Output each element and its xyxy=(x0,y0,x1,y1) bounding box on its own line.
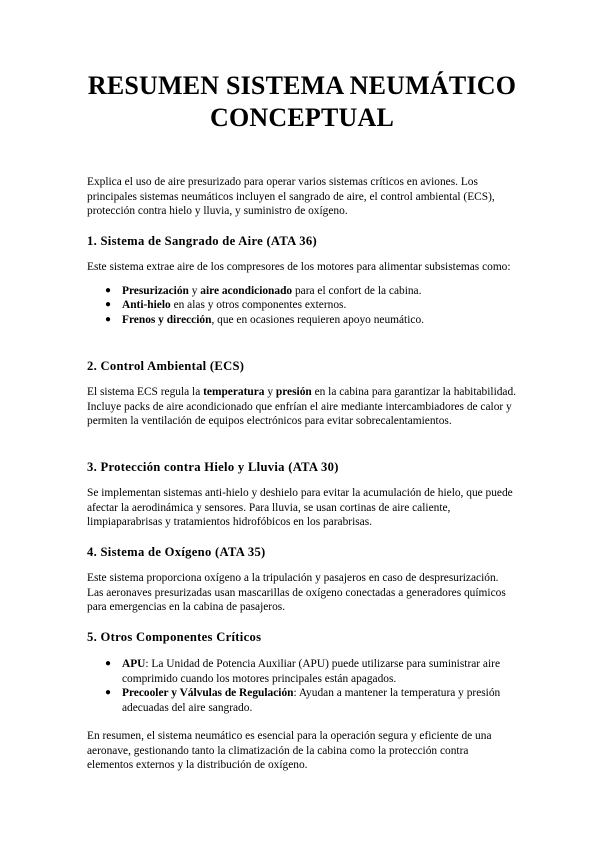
section-1-heading: 1. Sistema de Sangrado de Aire (ATA 36) xyxy=(87,234,317,248)
section-1-text: Este sistema extrae aire de los compresores de los motores para alimentar subsistemas como: xyxy=(87,261,511,273)
section-4-heading: 4. Sistema de Oxígeno (ATA 35) xyxy=(87,545,266,559)
section-4 xyxy=(87,545,517,615)
section-3-heading: 3. Protección contra Hielo y Lluvia (ATA 30) xyxy=(87,460,339,474)
bullet-icon: ● xyxy=(105,687,112,698)
section-3-text: Se implementan sistemas anti-hielo y deshielo para evitar la acumulación de hielo, que puede afectar la aerodinámica y sensores. Para lluvia, se usan cortinas de aire caliente, limpiaparabrisas y tratamientos hidrofóbicos en los parabrisas. xyxy=(87,487,513,528)
bullet-icon: ● xyxy=(105,313,112,325)
list-item: ● Presurización y aire acondicionado para el confort de la cabina. xyxy=(105,284,422,297)
intro-paragraph: Explica el uso de aire presurizado para operar varios sistemas críticos en aviones. Los principales sistemas neumáticos incluyen el sangrado de aire, el control ambiental (ECS), protección contra hielo y lluvia, y suministro de oxígeno. xyxy=(87,176,495,217)
section-2 xyxy=(87,359,517,429)
section-3 xyxy=(87,460,517,530)
list-item: ● Frenos y dirección, que en ocasiones requieren apoyo neumático. xyxy=(105,313,424,326)
title-line-1: RESUMEN SISTEMA NEUMÁTICO xyxy=(87,71,517,100)
list-item: ● Anti-hielo en alas y otros componentes externos. xyxy=(105,299,347,311)
list-item: ● Precooler y Válvulas de Regulación: Ayudan a mantener la temperatura y presión adecuadas del aire sangrado. xyxy=(105,687,501,714)
document-page xyxy=(87,70,517,771)
bullet-icon: ● xyxy=(105,658,112,669)
section-1-list xyxy=(87,284,517,328)
list-item: ● APU: La Unidad de Potencia Auxiliar (APU) puede utilizarse para suministrar aire comprimido cuando los motores principales están apagados. xyxy=(105,658,500,685)
section-5 xyxy=(87,630,517,715)
document-title xyxy=(87,70,517,134)
section-5-heading: 5. Otros Componentes Críticos xyxy=(87,630,262,644)
section-2-text: El sistema ECS regula la temperatura y presión en la cabina para garantizar la habitabilidad. Incluye packs de aire acondicionado que enfrían el aire mediante intercambiadores de calor y permiten la ventilación de equipos electrónicos para evitar sobrecalentamientos. xyxy=(87,386,517,427)
section-4-text: Este sistema proporciona oxígeno a la tripulación y pasajeros en caso de despresurización. Las aeronaves presurizadas usan mascarillas de oxígeno conectadas a generadores químicos para emergencias en la cabina de pasajeros. xyxy=(87,572,506,613)
section-5-list xyxy=(87,657,517,715)
bullet-icon: ● xyxy=(105,299,112,310)
conclusion-paragraph: En resumen, el sistema neumático es esencial para la operación segura y eficiente de una aeronave, gestionando tanto la climatización de la cabina como la protección contra elementos externos y la distribución de oxígeno. xyxy=(87,730,492,771)
title-line-2: CONCEPTUAL xyxy=(209,103,394,132)
section-1 xyxy=(87,234,517,327)
section-2-heading: 2. Control Ambiental (ECS) xyxy=(87,359,245,373)
bullet-icon: ● xyxy=(105,284,112,296)
